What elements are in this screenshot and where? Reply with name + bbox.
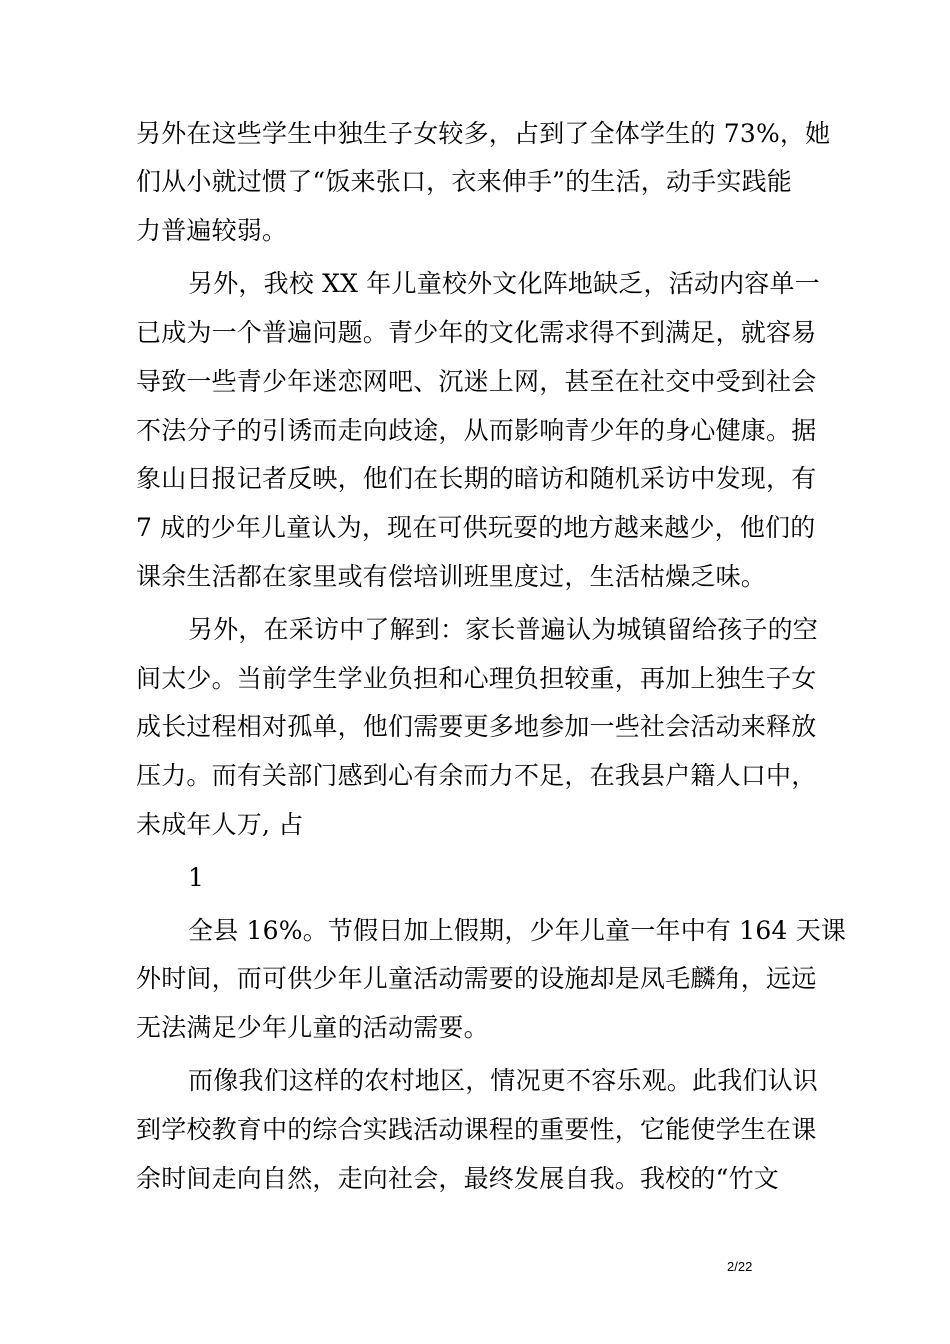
text-line: 们从小就过惯了“饭来张口，衣来伸手”的生活，动手实践能	[136, 167, 792, 196]
paragraph-start-line: 全县 16%。节假日加上假期，少年儿童一年中有 164 天课	[188, 916, 847, 945]
text-line: 无法满足少年儿童的活动需要。	[136, 1013, 489, 1042]
text-line: 另外在这些学生中独生子女较多，占到了全体学生的 73%，她	[136, 119, 831, 148]
text-line: 外时间，而可供少年儿童活动需要的设施却是凤毛麟角，远远	[136, 964, 817, 993]
text-line: 导致一些青少年迷恋网吧、沉迷上网，甚至在社交中受到社会	[136, 367, 817, 396]
text-line: 未成年人万, 占	[136, 810, 304, 839]
paragraph-start-line: 而像我们这样的农村地区，情况更不容乐观。此我们认识	[188, 1066, 819, 1095]
paragraph-start-line: 另外，在采访中了解到：家长普遍认为城镇留给孩子的空	[188, 615, 819, 644]
text-line: 已成为一个普遍问题。青少年的文化需求得不到满足，就容易	[136, 318, 817, 347]
text-line: 课余生活都在家里或有偿培训班里度过，生活枯燥乏味。	[136, 562, 767, 591]
text-line: 不法分子的引诱而走向歧途，从而影响青少年的身心健康。据	[136, 416, 817, 445]
text-line: 象山日报记者反映，他们在长期的暗访和随机采访中发现，有	[136, 464, 817, 493]
text-line: 间太少。当前学生学业负担和心理负担较重，再加上独生子女	[136, 664, 817, 693]
paragraph-start-line: 另外，我校 XX 年儿童校外文化阵地缺乏，活动内容单一	[188, 269, 820, 298]
page-number: 2/22	[727, 1259, 753, 1274]
text-line: 余时间走向自然，走向社会，最终发展自我。我校的“竹文	[136, 1164, 779, 1193]
text-line: 压力。而有关部门感到心有余而力不足，在我县户籍人口中，	[136, 761, 817, 790]
text-line: 7 成的少年儿童认为，现在可供玩耍的地方越来越少，他们的	[136, 513, 816, 542]
text-line: 到学校教育中的综合实践活动课程的重要性，它能使学生在课	[136, 1115, 817, 1144]
text-line: 成长过程相对孤单，他们需要更多地参加一些社会活动来释放	[136, 712, 817, 741]
text-line: 力普遍较弱。	[136, 216, 288, 245]
inline-page-number: 1	[188, 863, 205, 892]
